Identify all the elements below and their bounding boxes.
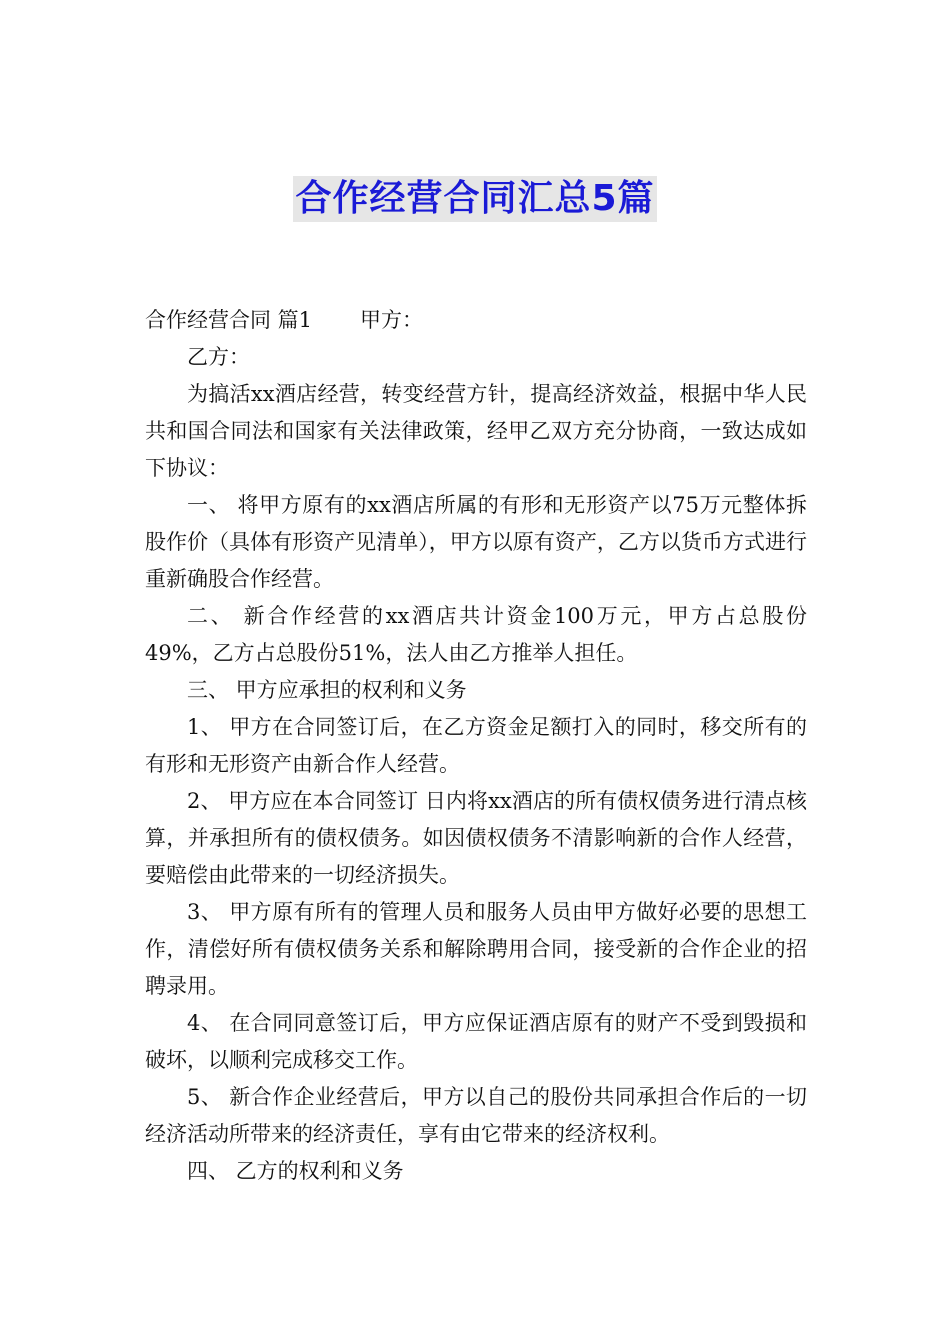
paragraph-item-4: 4、 在合同同意签订后，甲方应保证酒店原有的财产不受到毁损和破坏，以顺利完成移交工作。 [145,1011,807,1072]
paragraph-party-b: 乙方： [187,345,250,369]
paragraph-item-1: 1、 甲方在合同签订后，在乙方资金足额打入的同时，移交所有的有形和无形资产由新合作人经营。 [145,715,807,776]
document-body [145,302,807,1190]
title-container [0,176,950,222]
party-a-label: 甲方： [360,308,424,332]
paragraph-preamble: 为搞活xx酒店经营，转变经营方针，提高经济效益，根据中华人民共和国合同法和国家有关法律政策，经甲乙双方充分协商，一致达成如下协议： [145,382,807,480]
paragraph-clause-1: 一、 将甲方原有的xx酒店所属的有形和无形资产以75万元整体拆股作价（具体有形资产见清单），甲方以原有资产，乙方以货币方式进行重新确股合作经营。 [145,493,807,591]
contract-heading-label: 合作经营合同 篇1 [145,308,313,332]
paragraph-item-5: 5、 新合作企业经营后，甲方以自己的股份共同承担合作后的一切经济活动所带来的经济责任，享有由它带来的经济权利。 [145,1085,807,1146]
paragraph-clause-2: 二、 新合作经营的xx酒店共计资金100万元，甲方占总股份49%，乙方占总股份51%，法人由乙方推举人担任。 [145,604,807,665]
paragraph-item-3: 3、 甲方原有所有的管理人员和服务人员由甲方做好必要的思想工作，清偿好所有债权债务关系和解除聘用合同，接受新的合作企业的招聘录用。 [145,900,807,998]
paragraph-clause-3-heading: 三、 甲方应承担的权利和义务 [187,678,467,702]
paragraph-clause-4-heading: 四、 乙方的权利和义务 [187,1159,404,1183]
paragraph-item-2: 2、 甲方应在本合同签订 日内将xx酒店的所有债权债务进行清点核算，并承担所有的债权债务。如因债权债务不清影响新的合作人经营，要赔偿由此带来的一切经济损失。 [145,789,807,887]
document-title: 合作经营合同汇总5篇 [293,176,656,222]
heading-line [145,302,807,339]
